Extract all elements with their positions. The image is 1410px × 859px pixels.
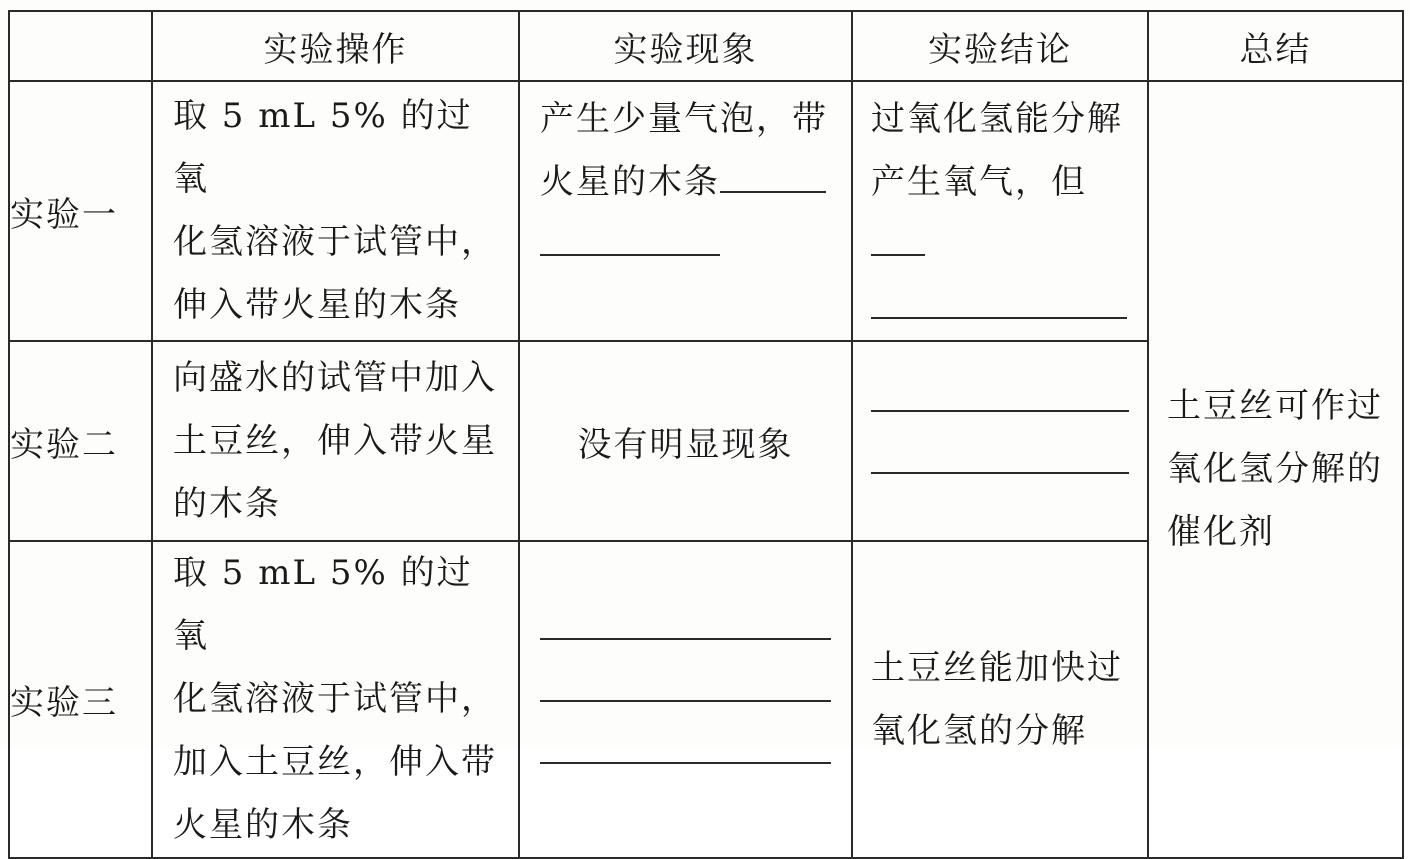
text-line: 化氢溶液于试管中， <box>173 679 497 719</box>
text-line: 化氢溶液于试管中， <box>173 222 497 262</box>
conclusion-cell-1 <box>852 81 1148 341</box>
text-line: 产生少量气泡，带 <box>540 99 828 139</box>
row-label-experiment-2: 实验二 <box>9 341 152 541</box>
fill-in-blank-line[interactable] <box>540 636 831 640</box>
text-line: 土豆丝可作过 <box>1167 386 1383 426</box>
text-line: 土豆丝能加快过 <box>871 647 1123 688</box>
text-line: 向盛水的试管中加入 <box>173 357 497 398</box>
conclusion-text-3 <box>853 637 1147 763</box>
text-line: 加入土豆丝，伸入带 <box>173 742 497 782</box>
table-header-row <box>9 11 1403 81</box>
fill-in-blank-line[interactable] <box>871 408 1129 412</box>
text-line: 过氧化氢能分解 <box>871 99 1123 139</box>
summary-text <box>1149 375 1402 564</box>
header-operation: 实验操作 <box>152 11 519 81</box>
experiment-table <box>8 10 1404 859</box>
operation-cell-1 <box>152 81 519 341</box>
table-row <box>9 81 1403 341</box>
text-line-with-blank <box>871 151 1135 277</box>
fill-in-blank-line[interactable] <box>540 698 831 702</box>
fill-in-blank[interactable] <box>720 153 826 193</box>
operation-cell-3 <box>152 541 519 858</box>
phenomenon-cell-3 <box>519 541 852 858</box>
fill-in-blank-line[interactable] <box>540 760 831 764</box>
text-line: 产生氧气，但 <box>871 162 1087 202</box>
text-line: 取 5 mL 5% 的过氧 <box>173 553 473 656</box>
header-phenomenon: 实验现象 <box>519 11 852 81</box>
header-corner <box>9 11 152 81</box>
phenomenon-cell-1 <box>519 81 852 341</box>
phenomenon-cell-2 <box>519 341 852 541</box>
conclusion-text-1 <box>853 82 1147 340</box>
header-summary: 总结 <box>1148 11 1403 81</box>
row-label-experiment-1: 实验一 <box>9 81 152 341</box>
text-line: 催化剂 <box>1167 512 1275 552</box>
row-label-experiment-3: 实验三 <box>9 541 152 858</box>
conclusion-cell-3 <box>852 541 1148 858</box>
summary-cell <box>1148 81 1403 858</box>
text-line-with-blank <box>540 151 839 214</box>
text-line: 取 5 mL 5% 的过氧 <box>173 96 473 199</box>
text-line: 火星的木条 <box>173 805 353 845</box>
conclusion-blanks-2 <box>853 408 1147 474</box>
text-line: 土豆丝，伸入带火星 <box>173 420 497 461</box>
fill-in-blank-line[interactable] <box>540 214 839 277</box>
fill-in-blank-line[interactable] <box>871 277 1135 340</box>
text-line: 的木条 <box>173 483 281 524</box>
text-line: 伸入带火星的木条 <box>173 285 461 325</box>
text-line: 氧化氢的分解 <box>871 710 1087 751</box>
operation-cell-2 <box>152 341 519 541</box>
conclusion-cell-2 <box>852 341 1148 541</box>
operation-text-2 <box>153 347 518 536</box>
phenomenon-text-2: 没有明显现象 <box>577 424 794 465</box>
phenomenon-text-1 <box>520 82 851 277</box>
phenomenon-blanks-3 <box>520 636 851 764</box>
header-conclusion: 实验结论 <box>852 11 1148 81</box>
fill-in-blank[interactable] <box>871 216 925 256</box>
operation-text-3 <box>153 542 518 857</box>
operation-text-1 <box>153 85 518 337</box>
text-line: 火星的木条 <box>540 162 720 202</box>
fill-in-blank-line[interactable] <box>871 470 1129 474</box>
text-line: 氧化氢分解的 <box>1167 449 1383 489</box>
